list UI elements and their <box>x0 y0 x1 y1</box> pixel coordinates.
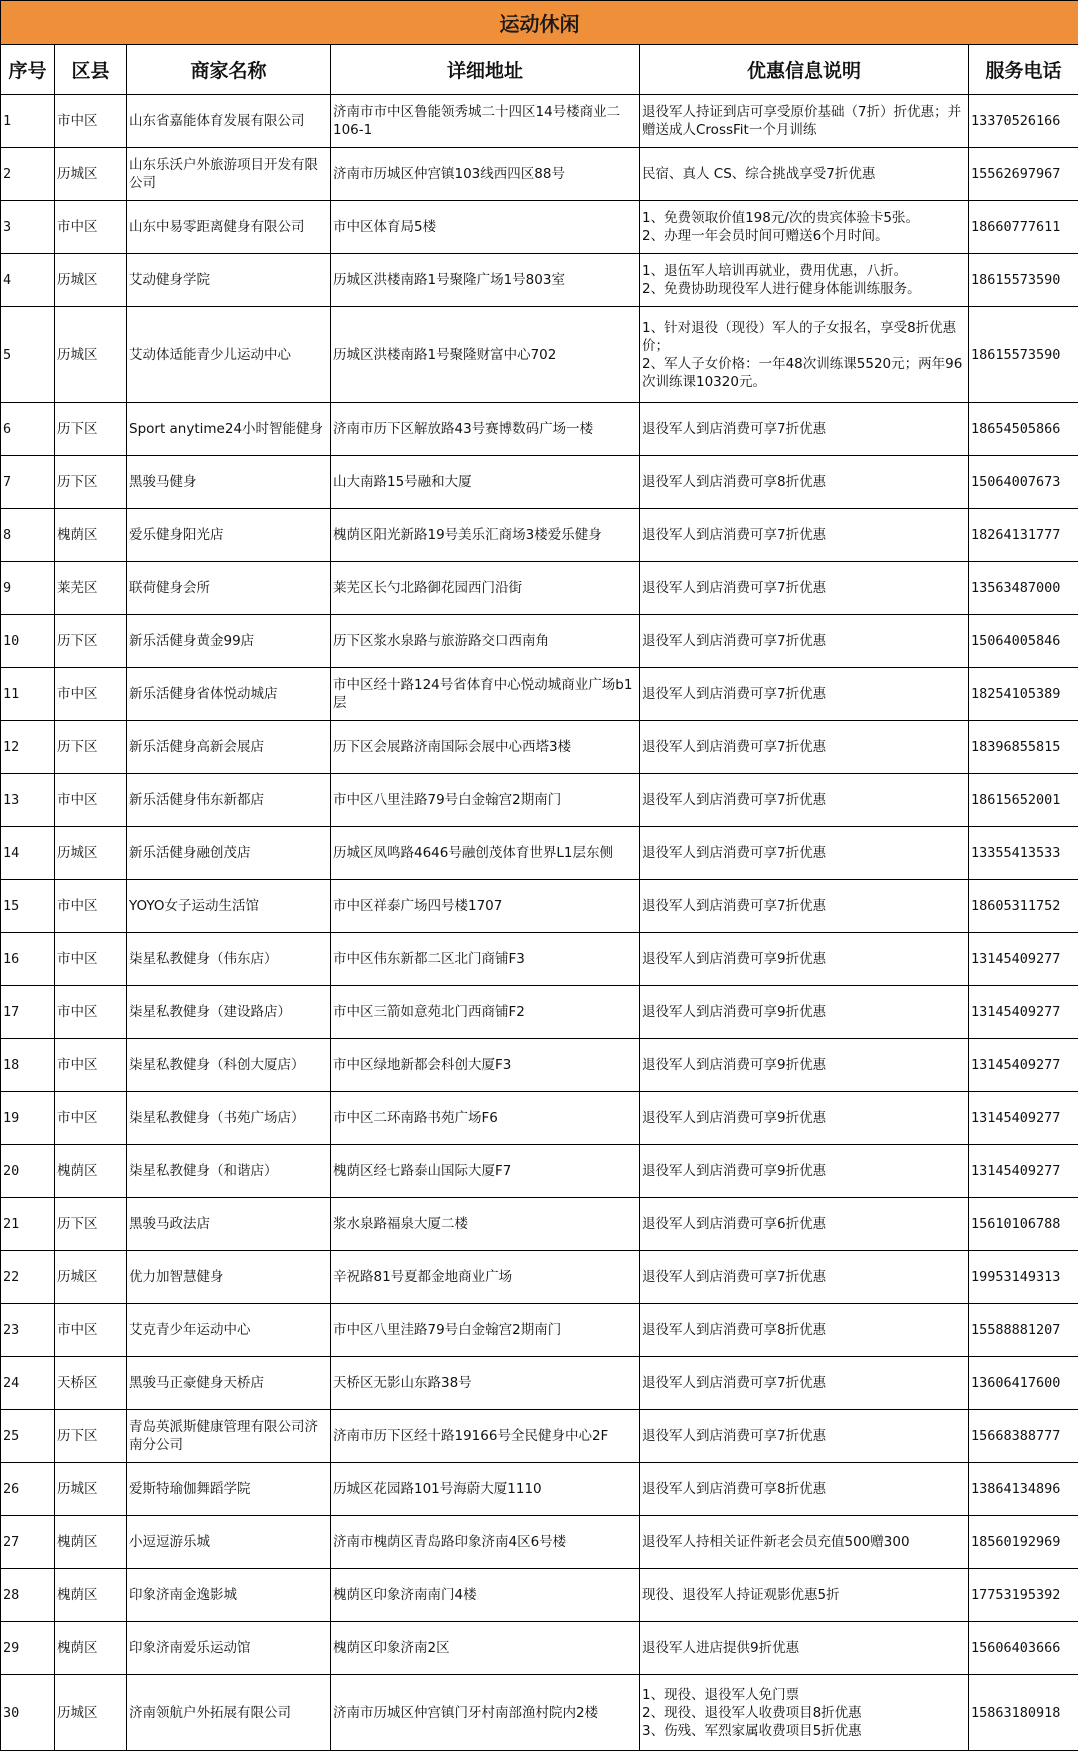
row-discount-info: 退役军人到店消费可享7折优惠 <box>640 880 969 933</box>
row-phone: 13145409277 <box>969 1092 1078 1145</box>
row-phone: 15606403666 <box>969 1622 1078 1675</box>
row-merchant-name: 山东中易零距离健身有限公司 <box>127 201 331 254</box>
row-merchant-name: 青岛英派斯健康管理有限公司济南分公司 <box>127 1410 331 1463</box>
row-merchant-name: 联荷健身会所 <box>127 562 331 615</box>
row-address: 历城区凤鸣路4646号融创茂体育世界L1层东侧 <box>331 827 640 880</box>
row-address: 历城区洪楼南路1号聚隆广场1号803室 <box>331 254 640 307</box>
row-address: 济南市历城区仲宫镇门牙村南部渔村院内2楼 <box>331 1675 640 1751</box>
row-number: 13 <box>1 774 55 827</box>
table-row <box>1 986 1078 1039</box>
row-merchant-name: 爱斯特瑜伽舞蹈学院 <box>127 1463 331 1516</box>
row-number: 30 <box>1 1675 55 1751</box>
row-number: 28 <box>1 1569 55 1622</box>
row-number: 7 <box>1 456 55 509</box>
table-row <box>1 1516 1078 1569</box>
header-district: 区县 <box>55 45 127 95</box>
row-discount-info: 退役军人到店消费可享8折优惠 <box>640 1463 969 1516</box>
table-row <box>1 509 1078 562</box>
row-number: 5 <box>1 307 55 403</box>
row-address: 槐荫区印象济南南门4楼 <box>331 1569 640 1622</box>
table-row <box>1 1092 1078 1145</box>
row-number: 21 <box>1 1198 55 1251</box>
table-row <box>1 307 1078 403</box>
row-merchant-name: 柒星私教健身（建设路店） <box>127 986 331 1039</box>
row-phone: 18264131777 <box>969 509 1078 562</box>
row-phone: 13355413533 <box>969 827 1078 880</box>
row-discount-info: 退役军人到店消费可享8折优惠 <box>640 456 969 509</box>
row-number: 10 <box>1 615 55 668</box>
row-discount-info: 退役军人进店提供9折优惠 <box>640 1622 969 1675</box>
row-merchant-name: 艾克青少年运动中心 <box>127 1304 331 1357</box>
row-address: 市中区二环南路书苑广场F6 <box>331 1092 640 1145</box>
row-address: 济南市历城区仲宫镇103线西四区88号 <box>331 148 640 201</box>
row-address: 济南市市中区鲁能领秀城二十四区14号楼商业二106-1 <box>331 95 640 148</box>
row-discount-info: 退役军人到店消费可享9折优惠 <box>640 986 969 1039</box>
row-number: 1 <box>1 95 55 148</box>
row-number: 19 <box>1 1092 55 1145</box>
row-district: 市中区 <box>55 668 127 721</box>
row-phone: 18254105389 <box>969 668 1078 721</box>
table-row <box>1 933 1078 986</box>
row-phone: 18396855815 <box>969 721 1078 774</box>
row-phone: 18605311752 <box>969 880 1078 933</box>
row-phone: 18654505866 <box>969 403 1078 456</box>
row-merchant-name: 新乐活健身省体悦动城店 <box>127 668 331 721</box>
row-district: 莱芜区 <box>55 562 127 615</box>
table-row <box>1 668 1078 721</box>
table-row <box>1 880 1078 933</box>
row-phone: 18615573590 <box>969 254 1078 307</box>
row-number: 15 <box>1 880 55 933</box>
row-address: 历下区会展路济南国际会展中心西塔3楼 <box>331 721 640 774</box>
row-address: 槐荫区经七路泰山国际大厦F7 <box>331 1145 640 1198</box>
table-row <box>1 562 1078 615</box>
header-no: 序号 <box>1 45 55 95</box>
table-row <box>1 1463 1078 1516</box>
header-row <box>1 45 1078 95</box>
row-number: 2 <box>1 148 55 201</box>
row-district: 市中区 <box>55 1039 127 1092</box>
row-district: 槐荫区 <box>55 509 127 562</box>
row-district: 历城区 <box>55 1251 127 1304</box>
row-number: 22 <box>1 1251 55 1304</box>
row-merchant-name: 新乐活健身融创茂店 <box>127 827 331 880</box>
row-district: 历城区 <box>55 307 127 403</box>
row-district: 历下区 <box>55 1410 127 1463</box>
row-district: 历下区 <box>55 403 127 456</box>
row-district: 历城区 <box>55 1675 127 1751</box>
row-district: 市中区 <box>55 774 127 827</box>
row-discount-info: 1、退伍军人培训再就业，费用优惠，八折。 2、免费协助现役军人进行健身体能训练服务。 <box>640 254 969 307</box>
row-discount-info: 退役军人到店消费可享7折优惠 <box>640 403 969 456</box>
row-address: 济南市槐荫区青岛路印象济南4区6号楼 <box>331 1516 640 1569</box>
row-district: 市中区 <box>55 880 127 933</box>
row-district: 槐荫区 <box>55 1145 127 1198</box>
table-row <box>1 1145 1078 1198</box>
header-phone: 服务电话 <box>969 45 1078 95</box>
row-address: 浆水泉路福泉大厦二楼 <box>331 1198 640 1251</box>
row-merchant-name: Sport anytime24小时智能健身 <box>127 403 331 456</box>
table-body <box>1 95 1078 1751</box>
row-number: 24 <box>1 1357 55 1410</box>
row-phone: 15588881207 <box>969 1304 1078 1357</box>
row-discount-info: 退役军人到店消费可享7折优惠 <box>640 615 969 668</box>
row-discount-info: 退役军人到店消费可享8折优惠 <box>640 1304 969 1357</box>
row-number: 11 <box>1 668 55 721</box>
table-row <box>1 1410 1078 1463</box>
row-merchant-name: YOYO女子运动生活馆 <box>127 880 331 933</box>
row-address: 山大南路15号融和大厦 <box>331 456 640 509</box>
table-row <box>1 615 1078 668</box>
row-district: 槐荫区 <box>55 1622 127 1675</box>
row-address: 天桥区无影山东路38号 <box>331 1357 640 1410</box>
row-district: 历下区 <box>55 1198 127 1251</box>
row-merchant-name: 新乐活健身黄金99店 <box>127 615 331 668</box>
row-address: 济南市历下区经十路19166号全民健身中心2F <box>331 1410 640 1463</box>
row-merchant-name: 黑骏马政法店 <box>127 1198 331 1251</box>
row-address: 市中区八里洼路79号白金翰宫2期南门 <box>331 1304 640 1357</box>
row-address: 辛祝路81号夏都金地商业广场 <box>331 1251 640 1304</box>
row-address: 历城区洪楼南路1号聚隆财富中心702 <box>331 307 640 403</box>
row-merchant-name: 艾动体适能青少儿运动中心 <box>127 307 331 403</box>
row-discount-info: 退役军人到店消费可享7折优惠 <box>640 1251 969 1304</box>
row-address: 历城区花园路101号海蔚大厦1110 <box>331 1463 640 1516</box>
row-district: 市中区 <box>55 95 127 148</box>
row-discount-info: 1、针对退役（现役）军人的子女报名，享受8折优惠价； 2、军人子女价格：一年48次训练课5520元；两年96次训练课10320元。 <box>640 307 969 403</box>
row-number: 26 <box>1 1463 55 1516</box>
row-address: 市中区体育局5楼 <box>331 201 640 254</box>
row-phone: 13145409277 <box>969 986 1078 1039</box>
row-address: 市中区八里洼路79号白金翰宫2期南门 <box>331 774 640 827</box>
row-address: 莱芜区长勺北路御花园西门沿街 <box>331 562 640 615</box>
row-address: 市中区伟东新都二区北门商铺F3 <box>331 933 640 986</box>
row-number: 3 <box>1 201 55 254</box>
row-number: 9 <box>1 562 55 615</box>
row-discount-info: 退役军人到店消费可享7折优惠 <box>640 1357 969 1410</box>
row-district: 槐荫区 <box>55 1516 127 1569</box>
row-merchant-name: 黑骏马健身 <box>127 456 331 509</box>
table-row <box>1 827 1078 880</box>
table-row <box>1 774 1078 827</box>
row-address: 市中区绿地新都会科创大厦F3 <box>331 1039 640 1092</box>
row-number: 4 <box>1 254 55 307</box>
row-phone: 15610106788 <box>969 1198 1078 1251</box>
row-address: 历下区浆水泉路与旅游路交口西南角 <box>331 615 640 668</box>
row-phone: 18615652001 <box>969 774 1078 827</box>
row-district: 历城区 <box>55 254 127 307</box>
row-district: 槐荫区 <box>55 1569 127 1622</box>
row-merchant-name: 柒星私教健身（和谐店） <box>127 1145 331 1198</box>
row-district: 市中区 <box>55 1304 127 1357</box>
row-address: 市中区经十路124号省体育中心悦动城商业广场b1层 <box>331 668 640 721</box>
row-district: 历城区 <box>55 827 127 880</box>
row-district: 天桥区 <box>55 1357 127 1410</box>
row-district: 历下区 <box>55 456 127 509</box>
row-number: 29 <box>1 1622 55 1675</box>
row-district: 市中区 <box>55 1092 127 1145</box>
row-merchant-name: 新乐活健身伟东新都店 <box>127 774 331 827</box>
table-row <box>1 1304 1078 1357</box>
header-address: 详细地址 <box>331 45 640 95</box>
row-discount-info: 退役军人到店消费可享7折优惠 <box>640 721 969 774</box>
row-number: 20 <box>1 1145 55 1198</box>
row-phone: 13563487000 <box>969 562 1078 615</box>
row-address: 市中区三箭如意苑北门西商铺F2 <box>331 986 640 1039</box>
row-phone: 15064005846 <box>969 615 1078 668</box>
row-phone: 18615573590 <box>969 307 1078 403</box>
row-discount-info: 退役军人到店消费可享9折优惠 <box>640 1092 969 1145</box>
row-district: 历城区 <box>55 1463 127 1516</box>
header-merchant-name: 商家名称 <box>127 45 331 95</box>
row-phone: 13145409277 <box>969 1039 1078 1092</box>
row-merchant-name: 印象济南金逸影城 <box>127 1569 331 1622</box>
table-row <box>1 1039 1078 1092</box>
table-row <box>1 1569 1078 1622</box>
row-address: 市中区祥泰广场四号楼1707 <box>331 880 640 933</box>
row-number: 6 <box>1 403 55 456</box>
row-phone: 13145409277 <box>969 933 1078 986</box>
table-row <box>1 721 1078 774</box>
row-district: 历下区 <box>55 721 127 774</box>
row-phone: 15562697967 <box>969 148 1078 201</box>
row-merchant-name: 黑骏马正豪健身天桥店 <box>127 1357 331 1410</box>
row-phone: 13606417600 <box>969 1357 1078 1410</box>
row-discount-info: 退役军人到店消费可享9折优惠 <box>640 1145 969 1198</box>
row-merchant-name: 柒星私教健身（科创大厦店） <box>127 1039 331 1092</box>
row-discount-info: 退役军人到店消费可享7折优惠 <box>640 562 969 615</box>
row-merchant-name: 小逗逗游乐城 <box>127 1516 331 1569</box>
row-phone: 17753195392 <box>969 1569 1078 1622</box>
row-number: 27 <box>1 1516 55 1569</box>
row-discount-info: 1、免费领取价值198元/次的贵宾体验卡5张。 2、办理一年会员时间可赠送6个月时间。 <box>640 201 969 254</box>
table-row <box>1 1251 1078 1304</box>
row-discount-info: 退役军人持相关证件新老会员充值500赠300 <box>640 1516 969 1569</box>
row-discount-info: 退役军人到店消费可享9折优惠 <box>640 933 969 986</box>
row-number: 17 <box>1 986 55 1039</box>
row-discount-info: 退役军人到店消费可享7折优惠 <box>640 1410 969 1463</box>
table-row <box>1 456 1078 509</box>
row-phone: 15863180918 <box>969 1675 1078 1751</box>
row-number: 18 <box>1 1039 55 1092</box>
row-number: 23 <box>1 1304 55 1357</box>
table-row <box>1 1198 1078 1251</box>
row-discount-info: 退役军人到店消费可享7折优惠 <box>640 668 969 721</box>
table-row <box>1 201 1078 254</box>
row-merchant-name: 新乐活健身高新会展店 <box>127 721 331 774</box>
row-discount-info: 退役军人持证到店可享受原价基础（7折）折优惠；并赠送成人CrossFit一个月训练 <box>640 95 969 148</box>
table-row <box>1 1622 1078 1675</box>
row-district: 历城区 <box>55 148 127 201</box>
row-phone: 18560192969 <box>969 1516 1078 1569</box>
row-district: 市中区 <box>55 933 127 986</box>
row-phone: 13145409277 <box>969 1145 1078 1198</box>
row-discount-info: 退役军人到店消费可享7折优惠 <box>640 509 969 562</box>
table-title: 运动休闲 <box>1 1 1078 45</box>
row-phone: 13370526166 <box>969 95 1078 148</box>
row-discount-info: 现役、退役军人持证观影优惠5折 <box>640 1569 969 1622</box>
row-phone: 19953149313 <box>969 1251 1078 1304</box>
row-number: 25 <box>1 1410 55 1463</box>
row-merchant-name: 济南领航户外拓展有限公司 <box>127 1675 331 1751</box>
table-row <box>1 95 1078 148</box>
table-row <box>1 1357 1078 1410</box>
table-row <box>1 254 1078 307</box>
row-phone: 13864134896 <box>969 1463 1078 1516</box>
row-merchant-name: 爱乐健身阳光店 <box>127 509 331 562</box>
row-phone: 18660777611 <box>969 201 1078 254</box>
row-discount-info: 退役军人到店消费可享7折优惠 <box>640 827 969 880</box>
row-address: 槐荫区印象济南2区 <box>331 1622 640 1675</box>
row-district: 历下区 <box>55 615 127 668</box>
row-phone: 15064007673 <box>969 456 1078 509</box>
table-row <box>1 1675 1078 1751</box>
row-discount-info: 民宿、真人 CS、综合挑战享受7折优惠 <box>640 148 969 201</box>
row-discount-info: 退役军人到店消费可享7折优惠 <box>640 774 969 827</box>
row-merchant-name: 优力加智慧健身 <box>127 1251 331 1304</box>
row-number: 16 <box>1 933 55 986</box>
row-discount-info: 退役军人到店消费可享6折优惠 <box>640 1198 969 1251</box>
row-phone: 15668388777 <box>969 1410 1078 1463</box>
row-merchant-name: 柒星私教健身（伟东店） <box>127 933 331 986</box>
row-merchant-name: 艾动健身学院 <box>127 254 331 307</box>
row-district: 市中区 <box>55 201 127 254</box>
row-district: 市中区 <box>55 986 127 1039</box>
header-discount-info: 优惠信息说明 <box>640 45 969 95</box>
table-row <box>1 403 1078 456</box>
row-merchant-name: 印象济南爱乐运动馆 <box>127 1622 331 1675</box>
row-discount-info: 1、现役、退役军人免门票 2、现役、退役军人收费项目8折优惠 3、伤残、军烈家属收费项目5折优惠 <box>640 1675 969 1751</box>
row-address: 槐荫区阳光新路19号美乐汇商场3楼爱乐健身 <box>331 509 640 562</box>
table-row <box>1 148 1078 201</box>
row-number: 8 <box>1 509 55 562</box>
row-merchant-name: 山东乐沃户外旅游项目开发有限公司 <box>127 148 331 201</box>
row-discount-info: 退役军人到店消费可享9折优惠 <box>640 1039 969 1092</box>
row-address: 济南市历下区解放路43号赛博数码广场一楼 <box>331 403 640 456</box>
row-merchant-name: 山东省嘉能体育发展有限公司 <box>127 95 331 148</box>
row-merchant-name: 柒星私教健身（书苑广场店） <box>127 1092 331 1145</box>
row-number: 14 <box>1 827 55 880</box>
row-number: 12 <box>1 721 55 774</box>
